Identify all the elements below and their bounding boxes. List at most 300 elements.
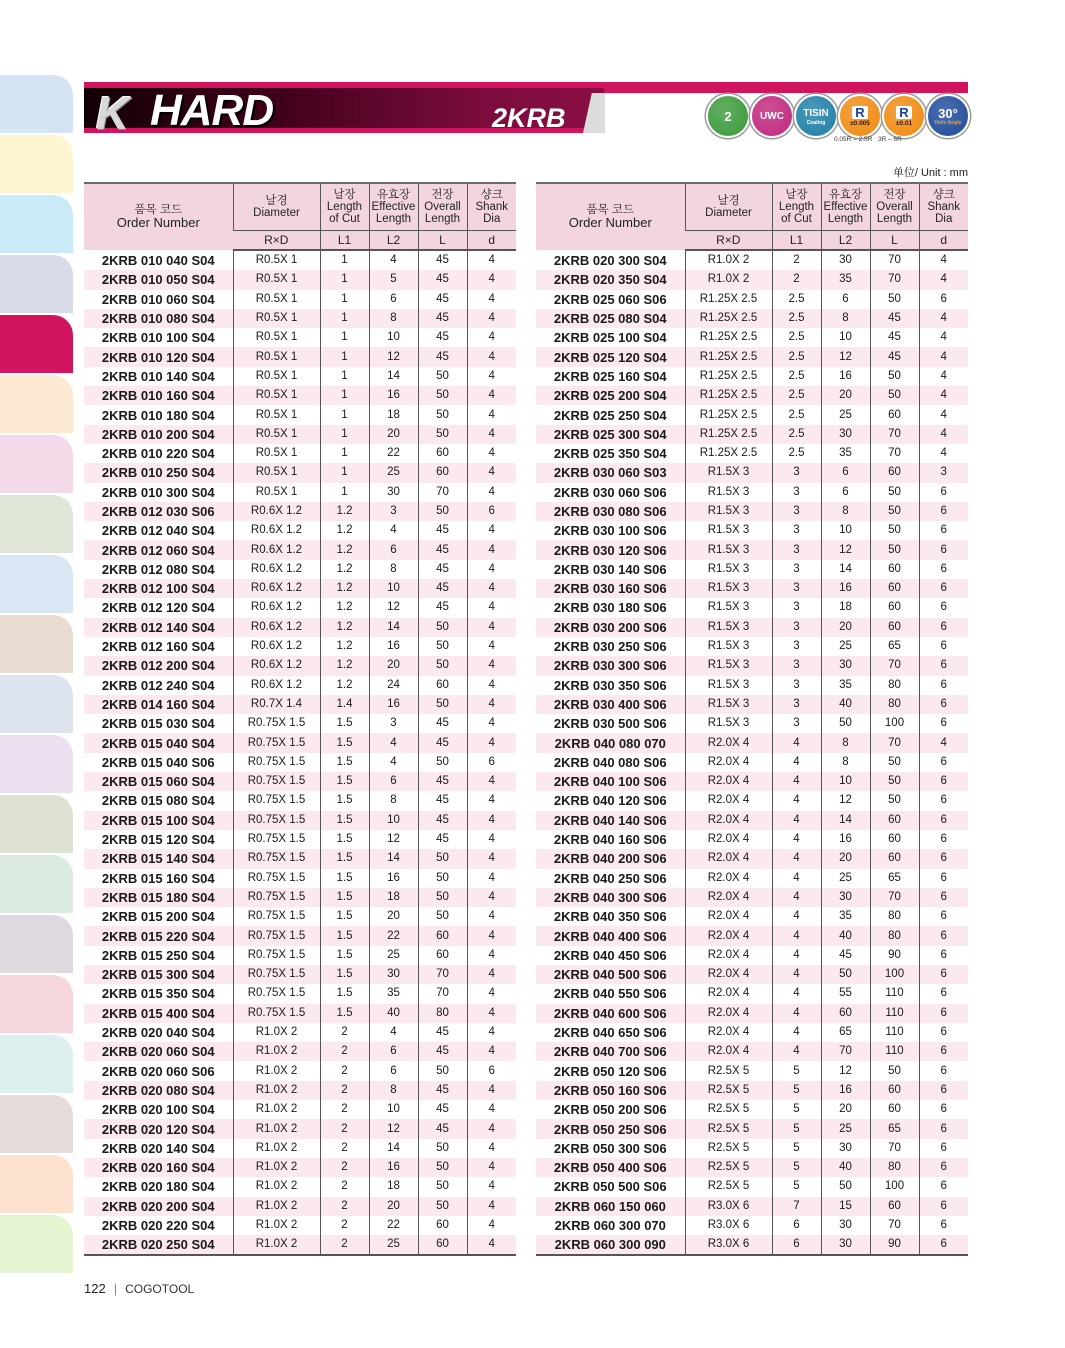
cell-shank-dia: 4 [467,1139,516,1158]
cell-shank-dia: 4 [467,560,516,579]
cell-order-number: 2KRB 020 140 S04 [101,1140,215,1156]
cell-effective-length: 12 [821,1061,870,1080]
cell-diameter: R1.0X 2 [233,1100,320,1119]
cell-overall-length: 50 [418,502,467,521]
cell-length-of-cut: 1.2 [320,618,369,637]
section-tab[interactable] [0,675,73,733]
cell-length-of-cut: 2.5 [772,290,821,309]
section-tab[interactable] [0,735,73,793]
cell-diameter: R0.75X 1.5 [233,926,320,945]
table-row [536,598,968,617]
cell-diameter: R2.0X 4 [685,946,772,965]
section-tab[interactable] [0,555,73,613]
table-row [84,656,516,675]
cell-diameter: R1.0X 2 [233,1023,320,1042]
cell-effective-length: 8 [369,560,418,579]
table-row [536,733,968,752]
col-length-of-cut [772,183,821,231]
section-tab[interactable] [0,435,73,493]
cell-overall-length: 45 [418,309,467,328]
cell-length-of-cut: 1.5 [320,984,369,1003]
cell-length-of-cut: 1.5 [320,849,369,868]
cell-length-of-cut: 4 [772,888,821,907]
cell-length-of-cut: 1.5 [320,714,369,733]
table-row [84,984,516,1003]
cell-order-number: 2KRB 010 060 S04 [101,291,215,307]
cell-diameter: R0.75X 1.5 [233,888,320,907]
cell-overall-length: 80 [870,926,919,945]
cell-diameter: R2.0X 4 [685,830,772,849]
cell-shank-dia: 4 [467,579,516,598]
cell-length-of-cut: 2.5 [772,309,821,328]
table-row [84,849,516,868]
cell-effective-length: 8 [369,309,418,328]
cell-order-number: 2KRB 030 250 S06 [553,639,667,655]
cell-length-of-cut: 1 [320,309,369,328]
cell-overall-length: 60 [418,926,467,945]
cell-effective-length: 65 [821,1023,870,1042]
cell-length-of-cut: 5 [772,1158,821,1177]
section-tab[interactable] [0,315,73,373]
cell-effective-length: 16 [821,1081,870,1100]
cell-shank-dia: 6 [919,1158,968,1177]
cell-shank-dia: 6 [919,714,968,733]
cell-diameter: R0.5X 1 [233,347,320,366]
cell-overall-length: 45 [418,1042,467,1061]
uwc-icon [750,94,794,138]
table-row [536,676,968,695]
cell-overall-length: 45 [418,791,467,810]
cell-effective-length: 20 [369,656,418,675]
cell-overall-length: 70 [870,733,919,752]
cell-diameter: R0.6X 1.2 [233,637,320,656]
cell-length-of-cut: 1.2 [320,521,369,540]
cell-order-number: 2KRB 012 200 S04 [84,656,233,675]
cell-effective-length: 4 [369,521,418,540]
cell-overall-length: 50 [418,656,467,675]
cell-order-number: 2KRB 020 060 S04 [84,1042,233,1061]
cell-order-number: 2KRB 040 650 S06 [553,1025,667,1041]
model-name: 2KRB [492,103,566,133]
cell-length-of-cut: 4 [772,733,821,752]
cell-shank-dia: 4 [467,1023,516,1042]
cell-effective-length: 8 [821,502,870,521]
cell-overall-length: 50 [418,849,467,868]
cell-shank-dia: 6 [919,965,968,984]
cell-shank-dia: 4 [919,386,968,405]
col-label-en: Diameter [253,207,300,219]
cell-order-number: 2KRB 030 160 S06 [536,579,685,598]
cell-length-of-cut: 2 [320,1139,369,1158]
cell-length-of-cut: 2 [772,270,821,289]
cell-effective-length: 35 [821,444,870,463]
table-row [536,1023,968,1042]
cell-effective-length: 30 [369,965,418,984]
cell-order-number: 2KRB 020 350 S04 [536,270,685,289]
cell-effective-length: 10 [369,811,418,830]
section-tab[interactable] [0,615,73,673]
cell-diameter: R1.5X 3 [685,540,772,559]
cell-order-number: 2KRB 010 080 S04 [84,309,233,328]
section-tab[interactable] [0,855,73,913]
cell-overall-length: 45 [418,290,467,309]
table-row [536,753,968,772]
cell-effective-length: 30 [821,1235,870,1255]
cell-overall-length: 70 [870,888,919,907]
cell-shank-dia: 4 [919,733,968,752]
cell-length-of-cut: 1.5 [320,811,369,830]
table-row [84,328,516,347]
cell-length-of-cut: 1.5 [320,830,369,849]
cell-shank-dia: 4 [467,483,516,502]
cell-shank-dia: 4 [467,1197,516,1216]
footer-separator: | [113,1281,118,1296]
cell-length-of-cut: 1.2 [320,540,369,559]
cell-length-of-cut: 1.2 [320,637,369,656]
col-label-en: of Cut [329,213,360,225]
col-label-en: Length [326,201,363,213]
cell-overall-length: 60 [418,463,467,482]
cell-overall-length: 45 [418,328,467,347]
table-row [536,869,968,888]
spec-table-right [536,182,968,1256]
cell-length-of-cut: 1 [320,347,369,366]
table-row [84,1119,516,1138]
cell-overall-length: 60 [870,579,919,598]
cell-diameter: R3.0X 6 [685,1216,772,1235]
cell-effective-length: 20 [821,618,870,637]
cell-effective-length: 6 [369,772,418,791]
cell-shank-dia: 4 [467,869,516,888]
cell-order-number: 2KRB 015 100 S04 [84,811,233,830]
cell-order-number: 2KRB 010 160 S04 [84,386,233,405]
cell-length-of-cut: 3 [772,579,821,598]
cell-effective-length: 8 [821,753,870,772]
cell-effective-length: 12 [821,791,870,810]
section-tab[interactable] [0,255,73,313]
section-tab[interactable] [0,1215,73,1273]
cell-shank-dia: 6 [919,830,968,849]
cell-effective-length: 5 [369,270,418,289]
cell-effective-length: 16 [369,637,418,656]
cell-length-of-cut: 4 [772,946,821,965]
table-row [84,869,516,888]
cell-order-number: 2KRB 025 080 S04 [536,309,685,328]
cell-length-of-cut: 3 [772,676,821,695]
table-row [84,1023,516,1042]
cell-overall-length: 50 [870,386,919,405]
col-label-ko: 유효장 [376,189,411,201]
cell-length-of-cut: 4 [772,1042,821,1061]
cell-effective-length: 14 [821,811,870,830]
cell-order-number: 2KRB 010 100 S04 [101,330,215,346]
col-diameter [685,183,772,231]
cell-order-number: 2KRB 030 400 S06 [536,695,685,714]
cell-order-number: 2KRB 050 500 S06 [553,1179,667,1195]
coating-icon [794,94,838,138]
section-tab[interactable] [0,375,73,433]
table-row [84,1197,516,1216]
cell-diameter: R2.5X 5 [685,1100,772,1119]
cell-effective-length: 25 [821,1119,870,1138]
table-row [536,1197,968,1216]
table-row [536,888,968,907]
cell-effective-length: 25 [821,869,870,888]
cell-diameter: R0.5X 1 [233,250,320,270]
brand-logo-k: K [96,87,128,139]
cell-effective-length: 16 [369,869,418,888]
cell-order-number: 2KRB 040 600 S06 [536,1004,685,1023]
cell-diameter: R2.5X 5 [685,1139,772,1158]
sym-rxd: R×D [685,231,772,251]
badge-sublabel: Helix Angle [934,119,962,126]
cell-effective-length: 3 [369,502,418,521]
col-label-ko: 샹크 [480,189,503,201]
cell-length-of-cut: 3 [772,463,821,482]
cell-order-number: 2KRB 015 350 S04 [101,986,215,1002]
table-row [84,463,516,482]
cell-overall-length: 70 [870,250,919,270]
cell-order-number: 2KRB 015 040 S06 [101,754,215,770]
cell-length-of-cut: 2 [320,1042,369,1061]
table-row [84,1061,516,1080]
cell-shank-dia: 6 [919,791,968,810]
cell-shank-dia: 6 [919,676,968,695]
cell-effective-length: 4 [369,1023,418,1042]
cell-overall-length: 60 [870,1081,919,1100]
cell-overall-length: 70 [870,425,919,444]
cell-overall-length: 50 [418,1177,467,1196]
section-tab[interactable] [0,495,73,553]
cell-diameter: R1.25X 2.5 [685,386,772,405]
cell-overall-length: 50 [418,1158,467,1177]
cell-diameter: R2.0X 4 [685,965,772,984]
cell-length-of-cut: 2 [320,1100,369,1119]
table-row [536,1177,968,1196]
cell-overall-length: 50 [418,425,467,444]
cell-length-of-cut: 5 [772,1061,821,1080]
cell-overall-length: 60 [418,946,467,965]
cell-order-number: 2KRB 025 250 S04 [553,407,667,423]
cell-length-of-cut: 2 [320,1081,369,1100]
section-tab[interactable] [0,135,73,193]
cell-length-of-cut: 2.5 [772,405,821,424]
cell-effective-length: 6 [369,290,418,309]
cell-order-number: 2KRB 010 250 S04 [84,463,233,482]
col-label-en: Dia [483,213,501,225]
sym-l2: L2 [821,231,870,251]
cell-overall-length: 45 [418,598,467,617]
table-row [84,637,516,656]
cell-order-number: 2KRB 030 060 S06 [553,484,667,500]
section-tab[interactable] [0,915,73,973]
cell-overall-length: 50 [418,618,467,637]
table-row [536,637,968,656]
section-tab[interactable] [0,1095,73,1153]
cell-shank-dia: 4 [467,1042,516,1061]
table-row [84,772,516,791]
cell-overall-length: 110 [870,1042,919,1061]
cell-length-of-cut: 5 [772,1100,821,1119]
cell-shank-dia: 6 [919,1004,968,1023]
cell-length-of-cut: 1.5 [320,946,369,965]
cell-diameter: R1.25X 2.5 [685,290,772,309]
cell-diameter: R1.0X 2 [233,1061,320,1080]
cell-order-number: 2KRB 020 060 S06 [101,1063,215,1079]
cell-length-of-cut: 4 [772,753,821,772]
cell-effective-length: 4 [369,733,418,752]
table-row [536,946,968,965]
col-effective-length [369,183,418,231]
cell-effective-length: 12 [821,540,870,559]
cell-effective-length: 50 [821,965,870,984]
cell-length-of-cut: 1.5 [320,888,369,907]
cell-length-of-cut: 2.5 [772,328,821,347]
cell-overall-length: 45 [418,1100,467,1119]
cell-shank-dia: 4 [467,926,516,945]
cell-shank-dia: 4 [467,618,516,637]
cell-effective-length: 10 [369,579,418,598]
cell-diameter: R2.0X 4 [685,753,772,772]
table-row [536,656,968,675]
table-row [84,1004,516,1023]
badge-label: 2 [724,108,732,124]
table-row [536,772,968,791]
cell-diameter: R0.75X 1.5 [233,753,320,772]
section-tab[interactable] [0,795,73,853]
table-row [536,502,968,521]
col-label-en: Length [827,213,864,225]
helix-angle-icon [926,94,970,138]
cell-length-of-cut: 1 [320,328,369,347]
cell-effective-length: 25 [369,463,418,482]
section-tab[interactable] [0,975,73,1033]
header-row [84,183,516,231]
cell-shank-dia: 4 [467,811,516,830]
table-row [84,965,516,984]
cell-overall-length: 50 [870,521,919,540]
cell-order-number: 2KRB 030 100 S06 [553,523,667,539]
table-row [536,1100,968,1119]
cell-length-of-cut: 2.5 [772,444,821,463]
cell-effective-length: 18 [369,888,418,907]
col-length-of-cut [320,183,369,231]
cell-overall-length: 80 [870,676,919,695]
cell-overall-length: 50 [418,888,467,907]
cell-order-number: 2KRB 010 180 S04 [101,407,215,423]
table-row [84,1158,516,1177]
cell-diameter: R2.0X 4 [685,791,772,810]
cell-length-of-cut: 2.5 [772,425,821,444]
cell-overall-length: 50 [418,1061,467,1080]
section-tab[interactable] [0,75,73,133]
cell-shank-dia: 4 [467,1004,516,1023]
section-tab[interactable] [0,195,73,253]
cell-overall-length: 60 [418,444,467,463]
cell-effective-length: 18 [821,598,870,617]
cell-overall-length: 80 [870,1158,919,1177]
table-row [84,926,516,945]
cell-length-of-cut: 5 [772,1081,821,1100]
section-tab[interactable] [0,1035,73,1093]
cell-shank-dia: 3 [919,463,968,482]
cell-shank-dia: 6 [919,946,968,965]
cell-effective-length: 8 [369,1081,418,1100]
table-row [536,309,968,328]
table-row [536,1158,968,1177]
cell-shank-dia: 4 [467,849,516,868]
footer-brand: COGOTOOL [125,1282,195,1296]
cell-shank-dia: 6 [919,502,968,521]
col-label-ko: 날장 [785,189,808,201]
cell-shank-dia: 6 [919,888,968,907]
cell-diameter: R0.5X 1 [233,405,320,424]
table-row [84,250,516,270]
cell-length-of-cut: 4 [772,907,821,926]
cell-overall-length: 110 [870,1023,919,1042]
cell-diameter: R1.25X 2.5 [685,367,772,386]
radius-tolerance-icon [882,94,926,138]
cell-length-of-cut: 4 [772,772,821,791]
cell-effective-length: 40 [821,1158,870,1177]
cell-diameter: R1.0X 2 [233,1139,320,1158]
cell-diameter: R1.0X 2 [233,1235,320,1255]
cell-diameter: R0.6X 1.2 [233,521,320,540]
table-row [536,907,968,926]
cell-diameter: R0.75X 1.5 [233,733,320,752]
cell-shank-dia: 4 [467,463,516,482]
sym-l: L [418,231,467,251]
table-row [84,560,516,579]
cell-diameter: R0.75X 1.5 [233,946,320,965]
cell-length-of-cut: 4 [772,965,821,984]
cell-length-of-cut: 4 [772,791,821,810]
cell-overall-length: 70 [870,1139,919,1158]
table-row [536,1061,968,1080]
cell-overall-length: 60 [870,1197,919,1216]
col-label-en: Length [778,201,815,213]
col-label-en: Order Number [116,215,200,230]
cell-length-of-cut: 5 [772,1119,821,1138]
cell-shank-dia: 6 [919,1061,968,1080]
table-row [84,618,516,637]
cell-shank-dia: 6 [919,1042,968,1061]
section-tab[interactable] [0,1155,73,1213]
cell-overall-length: 50 [418,1197,467,1216]
cell-diameter: R0.5X 1 [233,425,320,444]
spec-table-left [84,182,516,1256]
table-row [84,695,516,714]
cell-overall-length: 60 [418,1216,467,1235]
table-row [84,1216,516,1235]
cell-overall-length: 50 [418,695,467,714]
cell-order-number: 2KRB 012 120 S04 [101,600,215,616]
cell-effective-length: 60 [821,1004,870,1023]
cell-shank-dia: 4 [467,1100,516,1119]
table-row [536,463,968,482]
cell-order-number: 2KRB 015 040 S04 [84,733,233,752]
cell-order-number: 2KRB 040 080 S06 [553,754,667,770]
cell-diameter: R1.5X 3 [685,560,772,579]
cell-length-of-cut: 1 [320,444,369,463]
cell-shank-dia: 6 [919,656,968,675]
cell-length-of-cut: 1.5 [320,926,369,945]
col-label-en: Length [375,213,412,225]
cell-length-of-cut: 3 [772,714,821,733]
cell-overall-length: 100 [870,965,919,984]
cell-length-of-cut: 3 [772,560,821,579]
cell-diameter: R2.0X 4 [685,772,772,791]
